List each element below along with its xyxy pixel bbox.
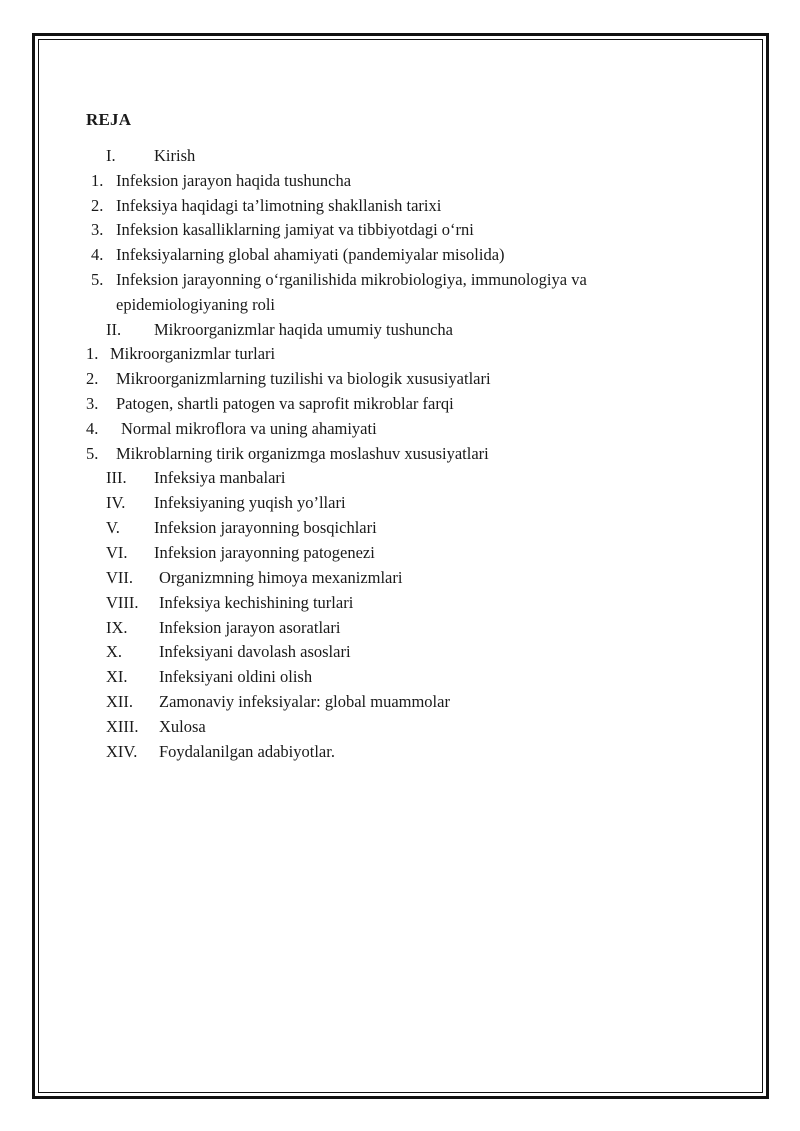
outline-item-text: Mikroblarning tirik organizmga moslashuv xususiyatlari [116,444,489,463]
outline-item-number: I. [106,146,116,165]
outline-item-number: 1. [86,344,99,363]
outline-item-text: Mikroorganizmlar turlari [110,344,276,363]
outline-item-text: Xulosa [159,717,206,736]
outline-item-text: Foydalanilgan adabiyotlar. [159,742,335,761]
outline-item-number: XIV. [106,742,138,761]
outline-item-number: 2. [91,196,104,215]
outline-item-text: Mikroorganizmlarning tuzilishi va biologik xususiyatlari [116,369,491,388]
outline-item-text: Infeksion jarayon asoratlari [159,618,341,637]
outline-item-number: VI. [106,543,128,562]
outline-item-number: XII. [106,692,134,711]
outline-item-text: Patogen, shartli patogen va saprofit mikroblar farqi [116,394,454,413]
outline-item-number: 1. [91,171,104,190]
outline-item-text: Infeksiyani davolash asoslari [159,642,351,661]
outline-item-text: epidemiologiyaning roli [116,295,276,314]
outline-item-number: 2. [86,369,99,388]
outline-item-text: Zamonaviy infeksiyalar: global muammolar [159,692,450,711]
outline-item-number: II. [106,320,122,339]
outline-item-number: 3. [91,220,104,239]
outline-item-text: Organizmning himoya mexanizmlari [159,568,403,587]
outline-item-text: Kirish [154,146,196,165]
outline-item-text: Infeksiya haqidagi ta’limotning shakllanish tarixi [116,196,442,215]
outline-item-number: 5. [91,270,104,289]
outline-item-text: Infeksion kasalliklarning jamiyat va tibbiyotdagi o‘rni [116,220,474,239]
outline-item-text: Infeksiya kechishining turlari [159,593,354,612]
outline-item-number: IV. [106,493,126,512]
outline-item-number: VII. [106,568,134,587]
document-title: REJA [86,110,132,129]
outline-item-text: Infeksion jarayonning bosqichlari [154,518,377,537]
outline-item-number: IX. [106,618,128,637]
outline-item-text: Infeksion jarayonning o‘rganilishida mikrobiologiya, immunologiya va [116,270,587,289]
outline-item-text: Infeksion jarayonning patogenezi [154,543,375,562]
outline-item-number: XIII. [106,717,139,736]
outline-item-number: V. [106,518,120,537]
outline-item-text: Infeksiyaning yuqish yo’llari [154,493,346,512]
outline-item-number: XI. [106,667,128,686]
outline-item-text: Infeksiyani oldini olish [159,667,313,686]
outline-item-text: Infeksiyalarning global ahamiyati (pandemiyalar misolida) [116,245,505,264]
outline-item-number: 5. [86,444,99,463]
outline-item-text: Infeksion jarayon haqida tushuncha [116,171,352,190]
outline-item-text: Normal mikroflora va uning ahamiyati [121,419,377,438]
outline-item-number: 4. [91,245,104,264]
outline-item-number: VIII. [106,593,139,612]
outline-item-text: Infeksiya manbalari [154,468,286,487]
outline-item-number: X. [106,642,123,661]
outline-item-number: 4. [86,419,99,438]
outline-item-number: III. [106,468,127,487]
outline-item-number: 3. [86,394,99,413]
outline-item-text: Mikroorganizmlar haqida umumiy tushuncha [154,320,453,339]
